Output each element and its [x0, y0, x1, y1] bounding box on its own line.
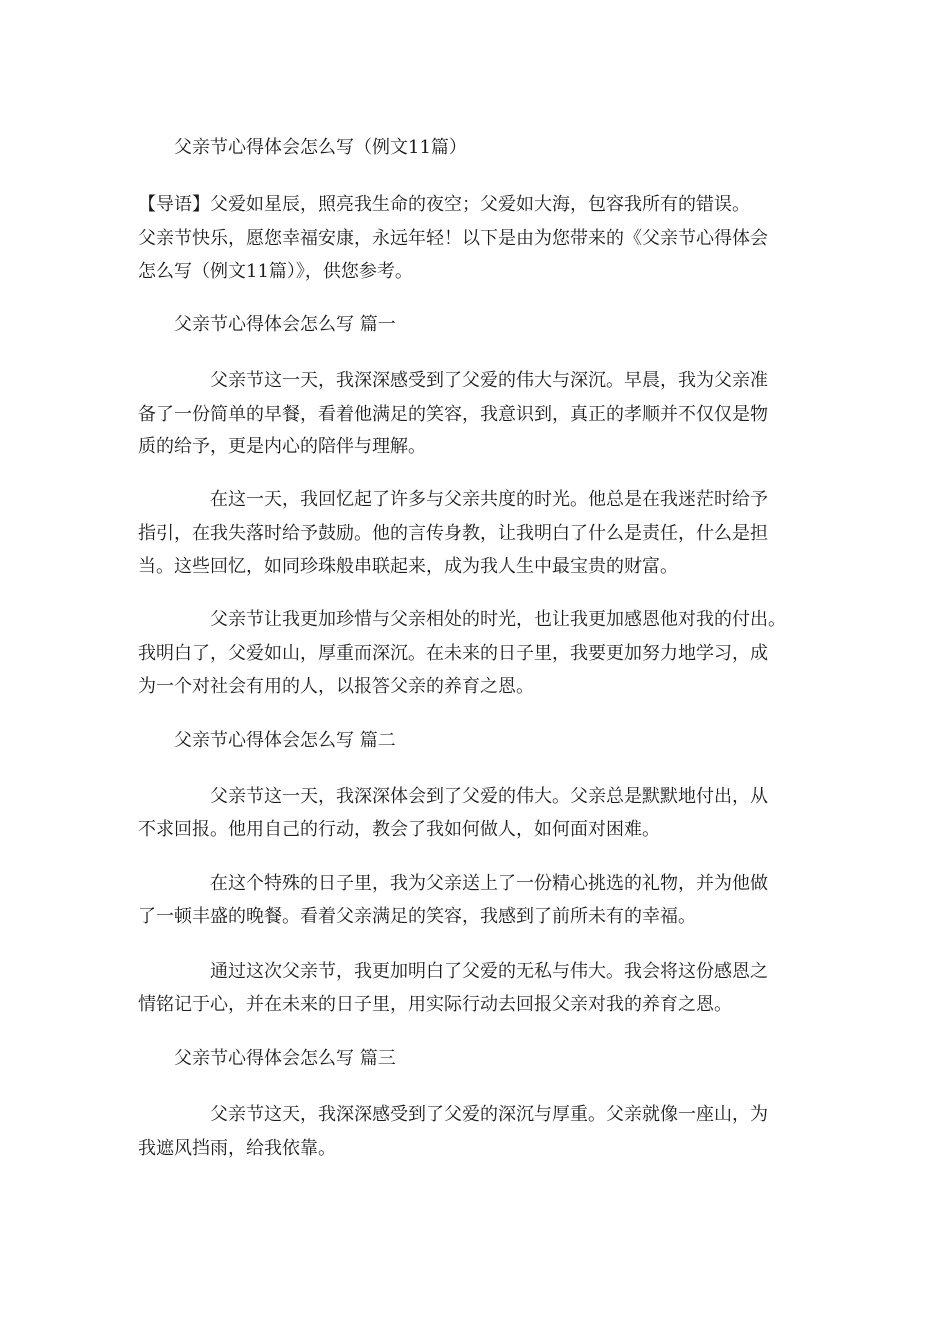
intro-line: 父亲节快乐，愿您幸福安康，永远年轻！以下是由为您带来的《父亲节心得体会	[138, 228, 768, 249]
paragraph-line: 质的给予，更是内心的陪伴与理解。	[138, 436, 426, 457]
paragraph-line: 不求回报。他用自己的行动，教会了我如何做人，如何面对困难。	[138, 819, 660, 840]
paragraph-line: 为一个对社会有用的人，以报答父亲的养育之恩。	[138, 676, 534, 697]
paragraph-line: 父亲节这一天，我深深感受到了父爱的伟大与深沉。早晨，我为父亲准	[210, 370, 768, 391]
paragraph-line: 父亲节这天，我深深感受到了父爱的深沉与厚重。父亲就像一座山，为	[210, 1104, 768, 1125]
paragraph-line: 通过这次父亲节，我更加明白了父爱的无私与伟大。我会将这份感恩之	[210, 961, 768, 982]
paragraph-line: 在这一天，我回忆起了许多与父亲共度的时光。他总是在我迷茫时给予	[210, 489, 768, 510]
paragraph-line: 当。这些回忆，如同珍珠般串联起来，成为我人生中最宝贵的财富。	[138, 556, 678, 577]
section-heading: 父亲节心得体会怎么写 篇一	[174, 314, 396, 335]
paragraph-line: 情铭记于心，并在未来的日子里，用实际行动去回报父亲对我的养育之恩。	[138, 994, 732, 1015]
paragraph-line: 我遮风挡雨，给我依靠。	[138, 1138, 336, 1159]
paragraph-line: 父亲节这一天，我深深体会到了父爱的伟大。父亲总是默默地付出，从	[210, 786, 768, 807]
document-title: 父亲节心得体会怎么写（例文11篇）	[174, 137, 467, 158]
intro-line: 怎么写（例文11篇）》，供您参考。	[138, 261, 413, 282]
paragraph-line: 备了一份简单的早餐，看着他满足的笑容，我意识到，真正的孝顺并不仅仅是物	[138, 404, 768, 425]
paragraph-line: 了一顿丰盛的晚餐。看着父亲满足的笑容，我感到了前所未有的幸福。	[138, 906, 696, 927]
section-heading: 父亲节心得体会怎么写 篇二	[174, 730, 396, 751]
section-heading: 父亲节心得体会怎么写 篇三	[174, 1048, 396, 1069]
paragraph-line: 指引，在我失落时给予鼓励。他的言传身教，让我明白了什么是责任，什么是担	[138, 523, 768, 544]
paragraph-line: 我明白了，父爱如山，厚重而深沉。在未来的日子里，我要更加努力地学习，成	[138, 643, 768, 664]
paragraph-line: 在这个特殊的日子里，我为父亲送上了一份精心挑选的礼物，并为他做	[210, 873, 768, 894]
intro-line: 【导语】父爱如星辰，照亮我生命的夜空；父爱如大海，包容我所有的错误。	[138, 194, 750, 215]
paragraph-line: 父亲节让我更加珍惜与父亲相处的时光，也让我更加感恩他对我的付出。	[210, 609, 786, 630]
